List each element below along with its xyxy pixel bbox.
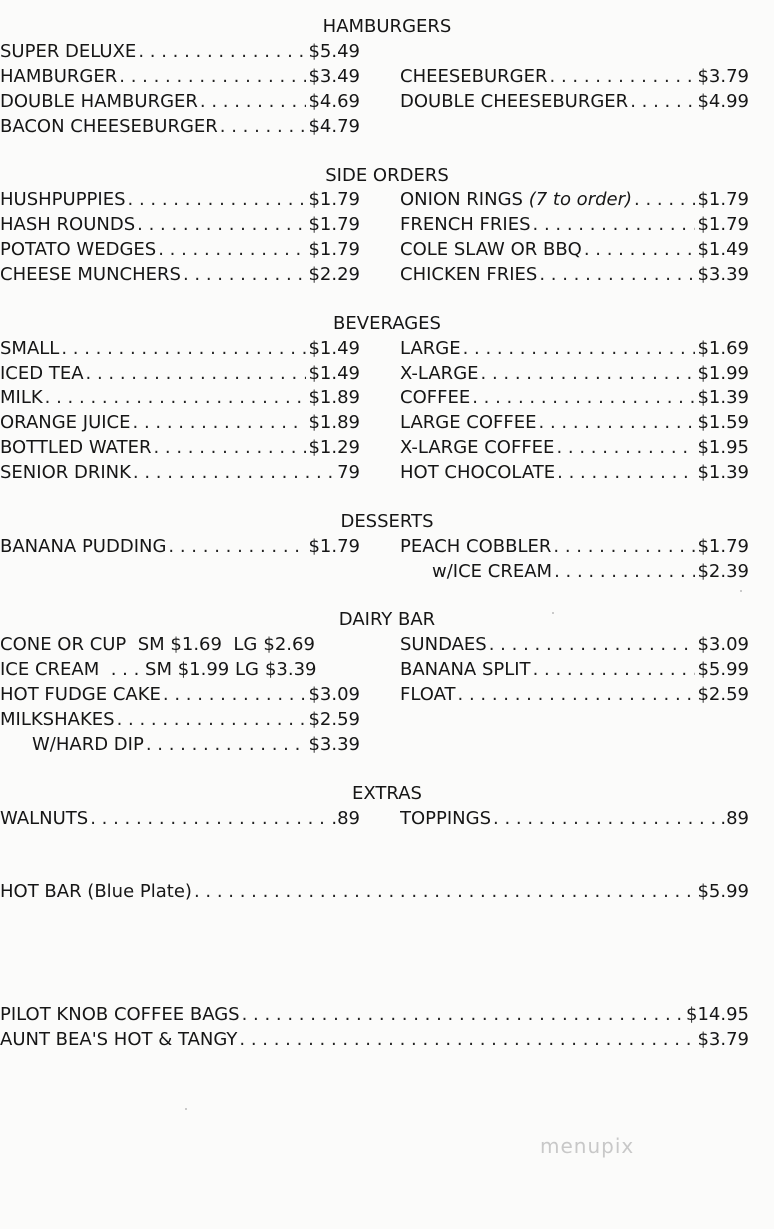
menu-item: HUSHPUPPIES . . . $1.79 — [0, 188, 360, 212]
scan-speck — [185, 1108, 187, 1110]
menu-item: TOPPINGS . . . .89 — [400, 807, 749, 831]
menu-item: CHEESE MUNCHERS . . . $2.29 — [0, 263, 360, 287]
menu-item: CONE OR CUP SM $1.69 LG $2.69 — [0, 634, 315, 655]
menu-item: ICE CREAM . . . SM $1.99 LG $3.39 — [0, 659, 317, 680]
menu-item: CHEESEBURGER . . . $3.79 — [400, 65, 749, 89]
menu-item: BOTTLED WATER . . . $1.29 — [0, 436, 360, 460]
menu-item: HOT CHOCOLATE . . . $1.39 — [400, 461, 749, 485]
menu-item: W/HARD DIP . . . $3.39 — [32, 733, 360, 757]
menu-item: POTATO WEDGES . . . $1.79 — [0, 238, 360, 262]
menu-item: BACON CHEESEBURGER . . . $4.79 — [0, 115, 360, 139]
menu-item: CHICKEN FRIES . . . $3.39 — [400, 263, 749, 287]
menu-item: ORANGE JUICE . . . $1.89 — [0, 411, 360, 435]
section-title-extras: EXTRAS — [352, 783, 422, 804]
menu-item: X-LARGE COFFEE . . . $1.95 — [400, 436, 749, 460]
retail-item: AUNT BEA'S HOT & TANGY . . . $3.79 — [0, 1028, 749, 1052]
menu-item: X-LARGE . . . $1.99 — [400, 362, 749, 386]
menu-item: WALNUTS . . . .89 — [0, 807, 360, 831]
menu-item: PEACH COBBLER . . . $1.79 — [400, 535, 749, 559]
menu-item: DOUBLE HAMBURGER . . . $4.69 — [0, 90, 360, 114]
menu-item: FRENCH FRIES . . . $1.79 — [400, 213, 749, 237]
menu-item: COLE SLAW OR BBQ . . . $1.49 — [400, 238, 749, 262]
menu-item: BANANA PUDDING . . . $1.79 — [0, 535, 360, 559]
menu-item: HASH ROUNDS . . . $1.79 — [0, 213, 360, 237]
menu-item: FLOAT . . . $2.59 — [400, 683, 749, 707]
menu-item: COFFEE . . . $1.39 — [400, 386, 749, 410]
menu-item: SMALL . . . $1.49 — [0, 337, 360, 361]
menu-item: LARGE . . . $1.69 — [400, 337, 749, 361]
menu-item: ICED TEA . . . $1.49 — [0, 362, 360, 386]
section-title-dairy-bar: DAIRY BAR — [338, 609, 436, 630]
menu-item: MILK . . . $1.89 — [0, 386, 360, 410]
menu-item: MILKSHAKES . . . $2.59 — [0, 708, 360, 732]
menu-item: SUPER DELUXE . . . $5.49 — [0, 40, 360, 64]
menu-item: LARGE COFFEE . . . $1.59 — [400, 411, 749, 435]
scan-speck — [552, 612, 554, 614]
menu-item: HAMBURGER . . . $3.49 — [0, 65, 360, 89]
menu-item: DOUBLE CHEESEBURGER . . . $4.99 — [400, 90, 749, 114]
section-title-side-orders: SIDE ORDERS — [325, 165, 449, 186]
scan-speck — [740, 590, 742, 592]
retail-item: PILOT KNOB COFFEE BAGS . . . $14.95 — [0, 1003, 749, 1027]
menu-item: ONION RINGS (7 to order) . . . $1.79 — [400, 188, 749, 212]
menu-item: SUNDAES . . . $3.09 — [400, 633, 749, 657]
hot-bar-item: HOT BAR (Blue Plate) . . . $5.99 — [0, 880, 749, 904]
menu-item: HOT FUDGE CAKE . . . $3.09 — [0, 683, 360, 707]
menu-item: BANANA SPLIT . . . $5.99 — [400, 658, 749, 682]
menu-item: SENIOR DRINK . . . 79 — [0, 461, 360, 485]
section-title-beverages: BEVERAGES — [333, 313, 441, 334]
watermark: menupix — [540, 1134, 635, 1158]
menu-item: w/ICE CREAM . . . $2.39 — [432, 560, 749, 584]
section-title-desserts: DESSERTS — [340, 511, 434, 532]
item-note: (7 to order) — [528, 189, 633, 210]
section-title-hamburgers: HAMBURGERS — [322, 16, 452, 37]
